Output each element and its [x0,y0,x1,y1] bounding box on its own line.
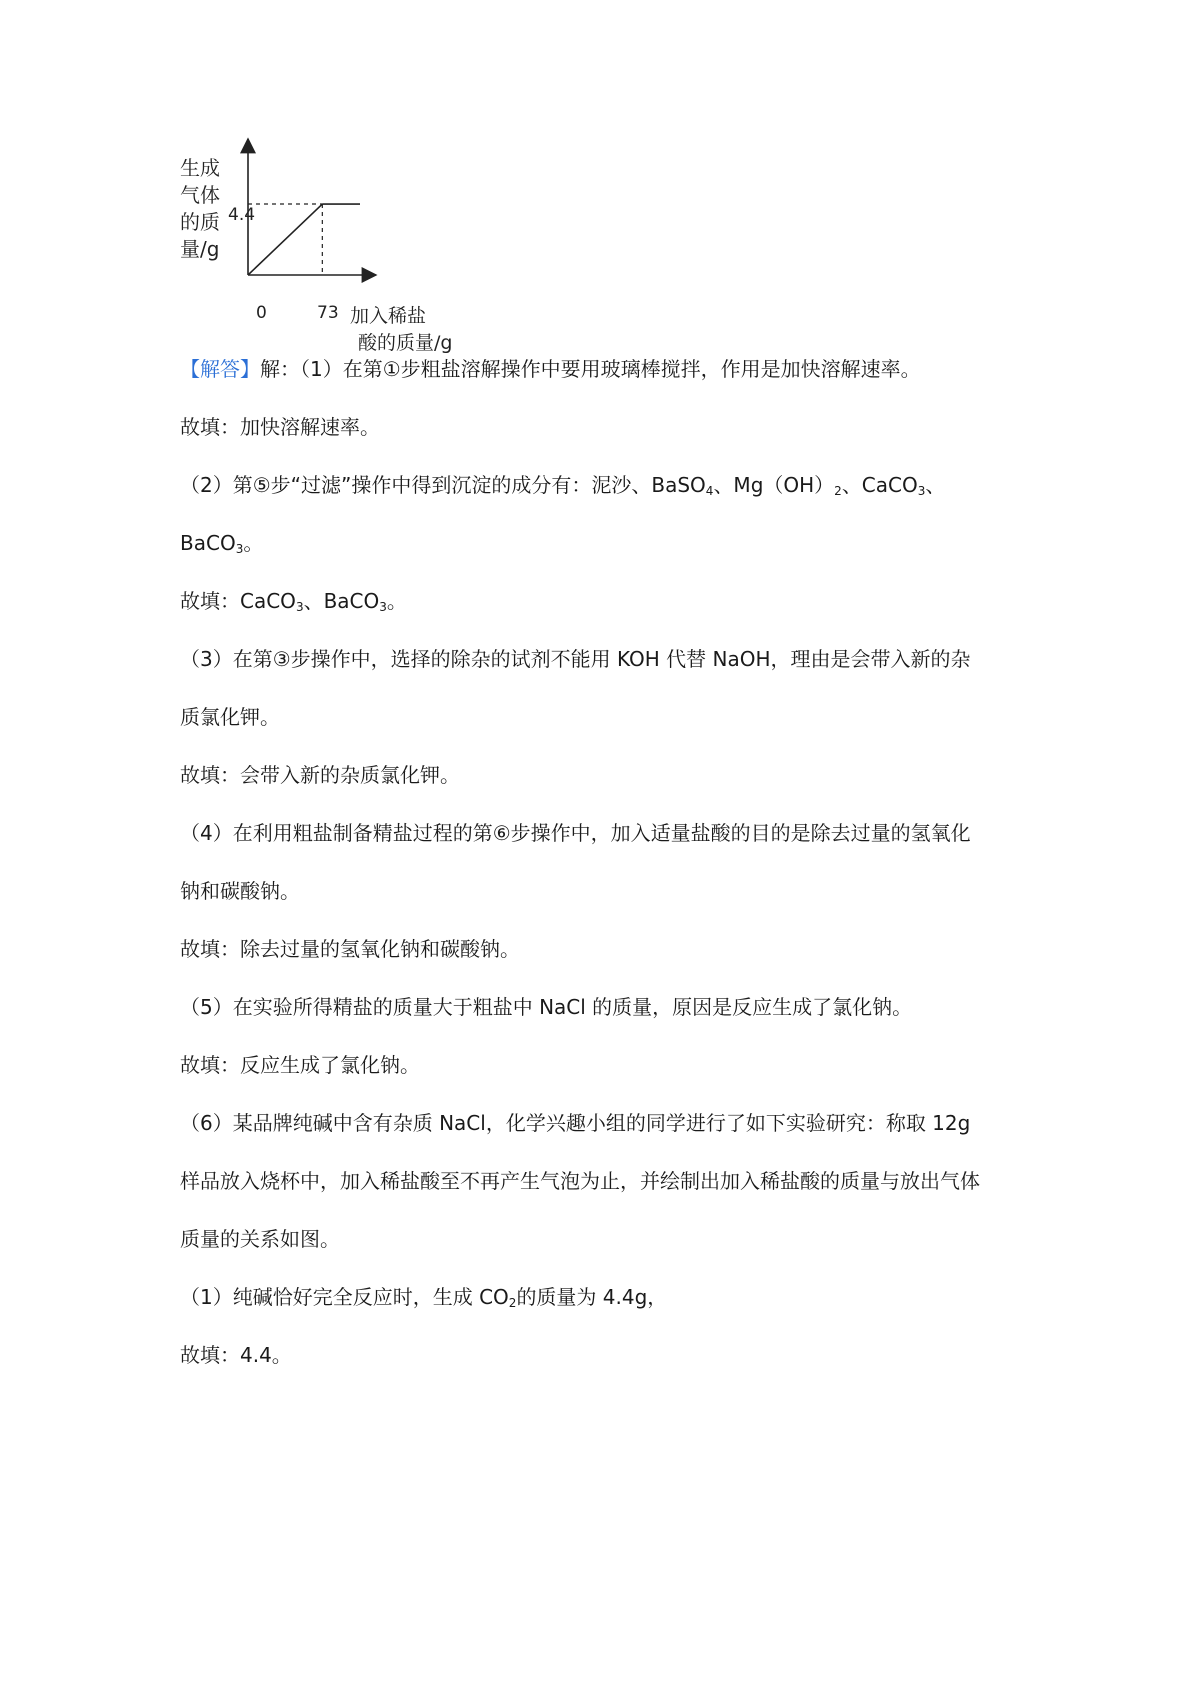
y-tick-label: 4.4 [228,205,256,225]
text-run: 、 [925,473,946,497]
text-run: 。 [386,589,407,613]
answer-line-15: 样品放入烧杯中，加入稀盐酸至不再产生气泡为止，并绘制出加入稀盐酸的质量与放出气体 [180,1169,980,1193]
answer-line-16: 质量的关系如图。 [180,1227,340,1251]
text-run: 、BaCO [303,589,380,613]
gas-mass-chart [170,145,453,360]
subscript: 2 [834,484,842,498]
answer-tag: 【解答】 [180,357,260,381]
x-axis-label-line: 酸的质量/g [358,332,453,354]
answer-line-18: 故填：4.4。 [180,1343,292,1367]
answer-line-1 [180,355,921,383]
y-axis-label [180,155,224,263]
text-run: 的质量为 4.4g， [516,1285,668,1309]
text-run: 故填：CaCO [180,589,296,613]
subscript: 3 [295,600,304,614]
answer-line-3 [180,471,945,499]
origin-label: 0 [256,303,267,323]
answer-line-6: （3）在第③步操作中，选择的除杂的试剂不能用 KOH 代替 NaOH，理由是会带入新的杂 [180,647,971,671]
y-axis-label-line: 量/g [180,237,220,261]
x-axis-label [350,303,460,357]
y-axis-label-line: 气体 [180,183,220,207]
x-axis-label-line: 加入稀盐 [350,305,427,327]
y-axis-label-line: 生成 [180,156,220,180]
answer-line-14: （6）某品牌纯碱中含有杂质 NaCl，化学兴趣小组的同学进行了如下实验研究：称取 12g [180,1111,971,1135]
x-tick-label: 73 [317,303,339,323]
subscript: 3 [379,600,387,614]
subscript: 3 [235,542,244,556]
answer-line-8: 故填：会带入新的杂质氯化钾。 [180,763,460,787]
answer-text: 解：（1）在第①步粗盐溶解操作中要用玻璃棒搅拌，作用是加快溶解速率。 [260,357,921,381]
answer-line-11: 故填：除去过量的氢氧化钠和碳酸钠。 [180,937,520,961]
text-run: （2）第⑤步“过滤”操作中得到沉淀的成分有：泥沙、BaSO [180,473,706,497]
answer-line-17 [180,1283,667,1311]
text-run: 、Mg（OH） [713,473,835,497]
text-run: 、CaCO [841,473,918,497]
answer-line-9: （4）在利用粗盐制备精盐过程的第⑥步操作中，加入适量盐酸的目的是除去过量的氢氧化 [180,821,971,845]
subscript: 2 [508,1296,517,1310]
series-line-segment [248,204,322,275]
text-run: （1）纯碱恰好完全反应时，生成 CO [180,1285,509,1309]
text-run: 。 [243,531,264,555]
subscript: 3 [917,484,926,498]
answer-line-10: 钠和碳酸钠。 [180,879,300,903]
text-run: BaCO [180,531,236,555]
answer-line-4 [180,529,263,557]
subscript: 4 [705,484,714,498]
answer-line-2: 故填：加快溶解速率。 [180,415,380,439]
answer-line-13: 故填：反应生成了氯化钠。 [180,1053,420,1077]
answer-line-12: （5）在实验所得精盐的质量大于粗盐中 NaCl 的质量，原因是反应生成了氯化钠。 [180,995,913,1019]
y-axis-label-line: 的质 [180,210,220,234]
answer-line-7: 质氯化钾。 [180,705,280,729]
answer-line-5 [180,587,407,615]
